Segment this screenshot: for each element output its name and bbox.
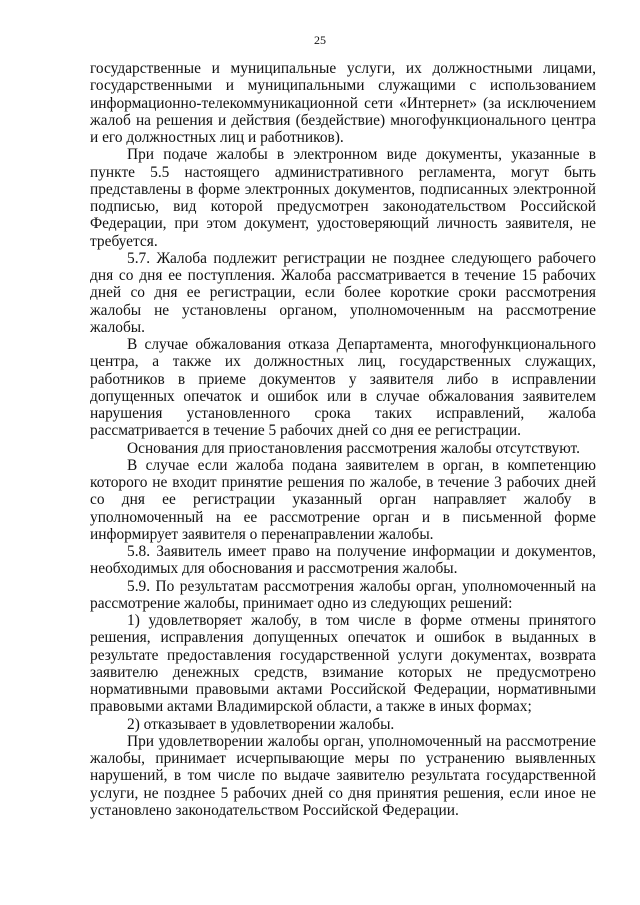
paragraph-appeal-refusal: В случае обжалования отказа Департамента, многофункционального центра, а также их должностных лиц, государственных служащих, работников в приеме документов у заявителя либо в исправлении допущенных опечаток и ошибок или в случае обжалования заявителем нарушения установленного срока таких исправлений, жалоба рассматривается в течение 5 рабочих дней со дня ее регистрации. (90, 336, 596, 440)
paragraph-satisfaction-measures: При удовлетворении жалобы орган, уполномоченный на рассмотрение жалобы, принимает исчерпывающие меры по устранению выявленных нарушений, в том числе по выдаче заявителю результата государственной услуги, не позднее 5 рабочих дней со дня принятия решения, если иное не установлено законодательством Российской Федерации. (90, 732, 596, 819)
paragraph-continuation: государственные и муниципальные услуги, их должностными лицами, государственными и муниципальными служащими с использованием информационно-телекоммуникационной сети «Интернет» (за исключением жалоб на решения и действия (бездействие) многофункционального центра и его должностных лиц и работников). (90, 60, 596, 146)
list-item-satisfy: 1) удовлетворяет жалобу, в том числе в форме отмены принятого решения, исправления допущенных опечаток и ошибок в выданных в результате предоставления государственной услуги документах, возврата заявителю денежных средств, взимание которых не предусмотрено нормативными правовыми актами Российской Федерации, нормативными правовыми актами Владимирской области, а также в иных формах; (90, 612, 596, 716)
list-item-refuse: 2) отказывает в удовлетворении жалобы. (127, 715, 395, 733)
paragraph-no-suspension: Основания для приостановления рассмотрения жалобы отсутствуют. (127, 439, 580, 457)
paragraph-5-7-registration: 5.7. Жалоба подлежит регистрации не позднее следующего рабочего дня со дня ее поступления. Жалоба рассматривается в течение 15 рабочих дней со дня ее регистрации, если более короткие сроки рассмотрения жалобы не установлены органом, уполномоченным на рассмотрение жалобы. (90, 249, 596, 336)
paragraph-5-8-right-to-info: 5.8. Заявитель имеет право на получение информации и документов, необходимых для обоснования и рассмотрения жалобы. (90, 543, 596, 578)
paragraph-redirect: В случае если жалоба подана заявителем в орган, в компетенцию которого не входит принятие решения по жалобе, в течение 3 рабочих дней со дня ее регистрации указанный орган направляет жалобу в уполномоченный на ее рассмотрение орган и в письменной форме информирует заявителя о перенаправлении жалобы. (90, 456, 596, 543)
paragraph-5-9-decisions: 5.9. По результатам рассмотрения жалобы орган, уполномоченный на рассмотрение жалобы, принимает одно из следующих решений: (90, 577, 596, 612)
document-body (90, 60, 596, 819)
paragraph-electronic-submission: При подаче жалобы в электронном виде документы, указанные в пункте 5.5 настоящего административного регламента, могут быть представлены в форме электронных документов, подписанных электронной подписью, вид которой предусмотрен законодательством Российской Федерации, при этом документ, удостоверяющий личность заявителя, не требуется. (90, 146, 596, 250)
page-number: 25 (314, 33, 326, 47)
